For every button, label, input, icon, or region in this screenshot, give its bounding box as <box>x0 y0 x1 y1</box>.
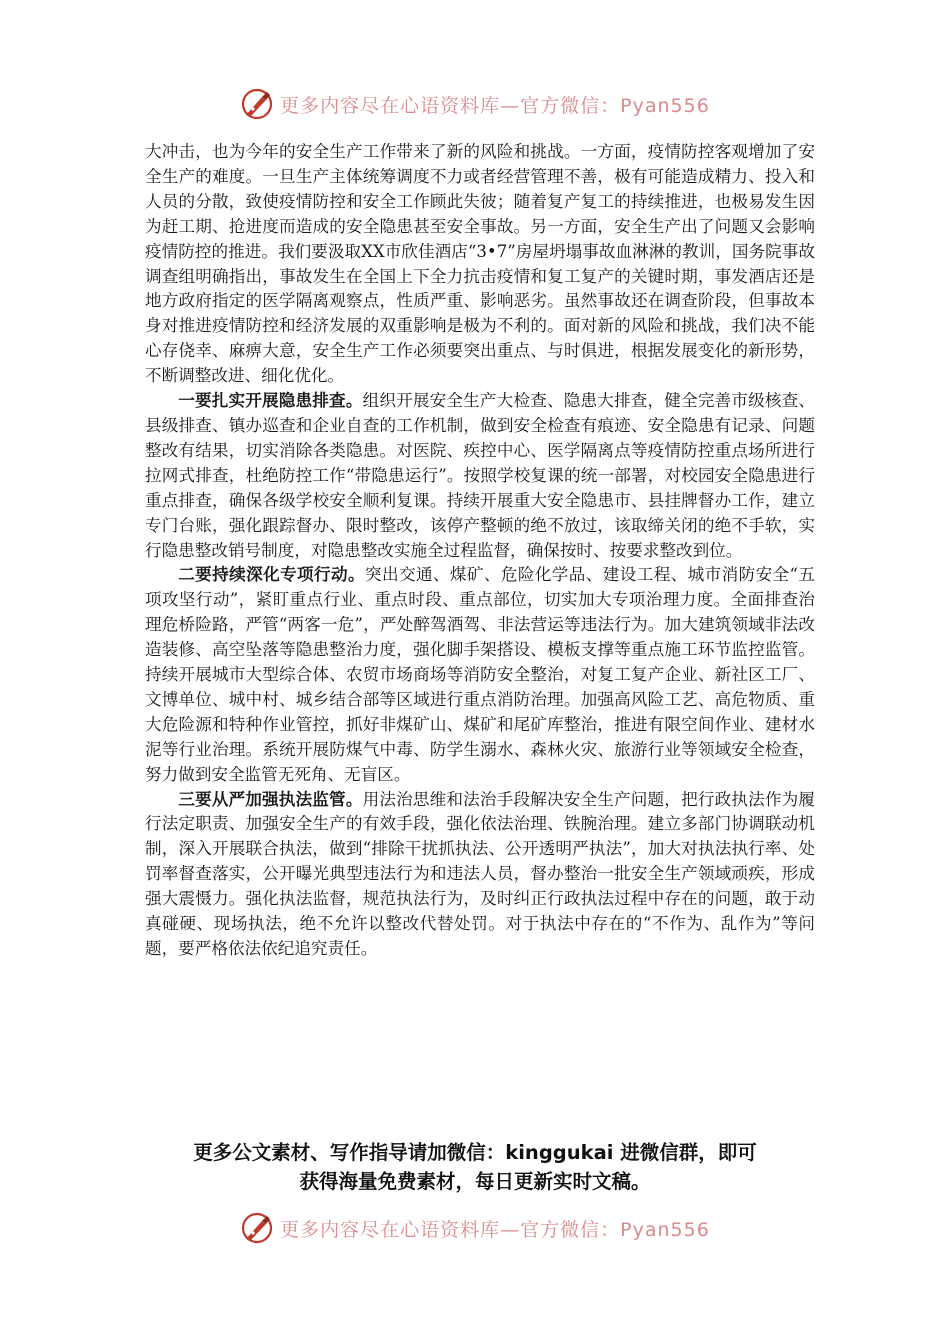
footer-banner-text <box>280 1215 710 1242</box>
footer-watermark-banner <box>0 1210 950 1246</box>
promo-line-2: 获得海量免费素材，每日更新实时文稿。 <box>299 1170 651 1193</box>
text-special-actions: 突出交通、煤矿、危险化学品、建设工程、城市消防安全“五项攻坚行动”，紧盯重点行业、重点时段、重点部位，切实加大专项治理力度。全面排查治理危桥险路，严管“两客一危”，严处醉驾酒驾、非法营运等违法行为。加大建筑领域非法改造装修、高空坠落等隐患整治力度，强化脚手架搭设、模板支撑等重点施工环节监控监管。持续开展城市大型综合体、农贸市场商场等消防安全整治，对复工复产企业、新社区工厂、文博单位、城中村、城乡结合部等区域进行重点消防治理。加强高风险工艺、高危物质、重大危险源和特种作业管控，抓好非煤矿山、煤矿和尾矿库整治，推进有限空间作业、建材水泥等行业治理。系统开展防煤气中毒、防学生溺水、森林火灾、旅游行业等领域安全检查，努力做到安全监管无死角、无盲区。 <box>145 565 816 784</box>
footer-banner-wechat-id: Pyan556 <box>620 1218 710 1241</box>
heading-law-enforcement: 三要从严加强执法监管。 <box>178 789 363 809</box>
pen-nib-logo-icon <box>240 1211 274 1245</box>
footer-banner-content <box>240 1211 710 1245</box>
text-hazard-inspection: 组织开展安全生产大检查、隐患大排查，健全完善市级核查、县级排查、镇办巡查和企业自查的工作机制，做到安全检查有痕迹、安全隐患有记录、问题整改有结果，切实消除各类隐患。对医院、疾控中心、医学隔离点等疫情防控重点场所进行拉网式排查，杜绝防控工作“带隐患运行”。按照学校复课的统一部署，对校园安全隐患进行重点排查，确保各级学校安全顺利复课。持续开展重大安全隐患市、县挂牌督办工作，建立专门台账，强化跟踪督办、限时整改，该停产整顿的绝不放过，该取缔关闭的绝不手软，实行隐患整改销号制度，对隐患整改实施全过程监督，确保按时、按要求整改到位。 <box>145 391 815 560</box>
document-body <box>145 140 815 962</box>
header-banner-content <box>240 87 710 121</box>
paragraph-special-actions <box>145 563 815 787</box>
footer-banner-cn: 更多内容尽在心语资料库—官方微信： <box>280 1218 621 1241</box>
header-banner-cn: 更多内容尽在心语资料库—官方微信： <box>280 94 621 117</box>
promo-block <box>100 1138 850 1196</box>
pen-nib-logo-icon <box>240 87 274 121</box>
paragraph-law-enforcement <box>145 788 815 962</box>
header-banner-wechat-id: Pyan556 <box>620 94 710 117</box>
header-banner-text <box>280 91 710 118</box>
paragraph-intro: 大冲击，也为今年的安全生产工作带来了新的风险和挑战。一方面，疫情防控客观增加了安全生产的难度。一旦生产主体统筹调度不力或者经营管理不善，极有可能造成精力、投入和人员的分散，致使疫情防控和安全工作顾此失彼；随着复产复工的持续推进，也极易发生因为赶工期、抢进度而造成的安全隐患甚至安全事故。另一方面，安全生产出了问题又会影响疫情防控的推进。我们要汲取XX市欣佳酒店“3•7”房屋坍塌事故血淋淋的教训，国务院事故调查组明确指出，事故发生在全国上下全力抗击疫情和复工复产的关键时期，事发酒店还是地方政府指定的医学隔离观察点，性质严重、影响恶劣。虽然事故还在调查阶段，但事故本身对推进疫情防控和经济发展的双重影响是极为不利的。面对新的风险和挑战，我们决不能心存侥幸、麻痹大意，安全生产工作必须要突出重点、与时俱进，根据发展变化的新形势，不断调整改进、细化优化。 <box>145 142 815 386</box>
paragraph-hazard-inspection <box>145 389 815 563</box>
promo-line-1: 更多公文素材、写作指导请加微信：kinggukai 进微信群，即可 <box>193 1141 757 1164</box>
text-law-enforcement: 用法治思维和法治手段解决安全生产问题，把行政执法作为履行法定职责、加强安全生产的有效手段，强化依法治理、铁腕治理。建立多部门协调联动机制，深入开展联合执法，做到“排除干扰抓执法、公开透明严执法”，加大对执法执行率、处罚率督查落实，公开曝光典型违法行为和违法人员，督办整治一批安全生产领域顽疾，形成强大震慑力。强化执法监督，规范执法行为，及时纠正行政执法过程中存在的问题，敢于动真碰硬、现场执法，绝不允许以整改代替处罚。对于执法中存在的“不作为、乱作为”等问题，要严格依法依纪追究责任。 <box>145 789 815 958</box>
header-watermark-banner <box>0 86 950 122</box>
heading-hazard-inspection: 一要扎实开展隐患排查。 <box>178 391 363 411</box>
heading-special-actions: 二要持续深化专项行动。 <box>178 565 365 585</box>
